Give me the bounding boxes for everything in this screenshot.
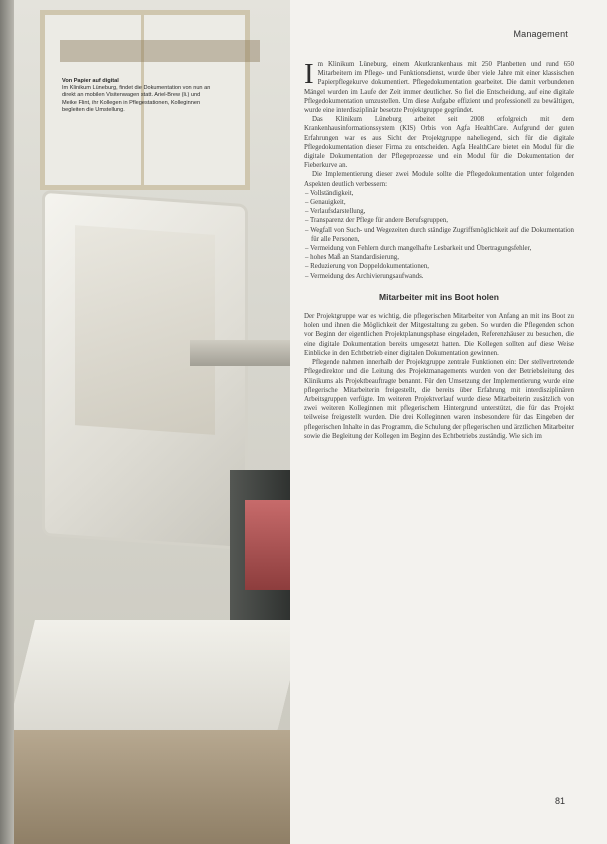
page-number: 81 <box>555 796 566 806</box>
list-item: – hohes Maß an Standardisierung, <box>304 253 574 262</box>
photo-monitor-arm <box>190 340 290 366</box>
page-spine-shadow <box>0 0 14 844</box>
section-header: Management <box>513 29 568 39</box>
list-item: – Genauigkeit, <box>304 198 574 207</box>
photo-caption <box>62 78 212 114</box>
drop-cap: I <box>304 58 314 90</box>
list-item: – Verlaufsdarstellung, <box>304 207 574 216</box>
article-paragraph: Pflegende nahmen innerhalb der Projektgruppe zentrale Funktionen ein: Der stellvertretende Pflegedirektor und die Leitung des Projektmanagements wurden von der Betriebsleitung des Klinikums als Projektbeauftragte benannt. Für den Umsetzung der Implementierung wurde eine pflegerische Mitarbeiterin freigestellt, die bereits über Erfahrung mit interdisziplinären Arbeitsgruppen verfügte. Im weiteren Projektverlauf wurde diese Mitarbeiterin zusätzlich von zwei weiteren Kolleginnen mit pflegerischem Hintergrund unterstützt, die für das Projekt teilweise freigestellt wurden. Die drei Kolleginnen waren insbesondere für das Eingeben der pflegerischen Inhalte in das Programm, die Schulung der pflegerischen und ärztlichen Mitarbeiter sowie die Begleitung der Kollegen im Beginn des Echtbetriebs zuständig. Wie sich im <box>304 359 574 440</box>
photo-desk <box>0 730 290 844</box>
aspect-list <box>304 189 574 281</box>
photo-keyboard <box>5 620 290 740</box>
list-item: – Vermeidung von Fehlern durch mangelhafte Lesbarkeit und Übertragungsfehler, <box>304 244 574 253</box>
intro-text: m Klinikum Lüneburg, einem Akutkrankenhaus mit 250 Planbetten und rund 650 Mitarbeitern im Pflege- und Funktionsdienst, wurde über viele Jahre mit einer klassischen Papierpflegekurve dokumentiert. Pflegedokumentation gearbeitet. Die damit verbundenen Mängel wurden im Laufe der Zeit immer deutlicher. So fiel die Entscheidung, auf eine digitale Pflegedokumentation umzustellen. Um diese Aufgabe effizient und professionell zu bewältigen, wurde eine interdisziplinär besetzte Projektgruppe gegründet. <box>304 61 574 115</box>
article-paragraph: Das Klinikum Lüneburg arbeitet seit 2008 erfolgreich mit dem Krankenhausinformationssystem (KIS) Orbis von Agfa HealthCare. Aufgrund der guten Erfahrungen war es aus Sicht der Projektgruppe naheliegend, sich für die digitale Pflegedokumentation dieser Firma zu entscheiden. Agfa HealthCare bietet ein Modul für die digitale Dokumentation der Pflegeprozesse und ein Modul für die Dokumentation der Fieberkurve an. <box>304 116 574 170</box>
photo-scanner-device <box>245 500 290 590</box>
article-paragraph: Die Implementierung dieser zwei Module sollte die Pflegedokumentation unter folgenden Aspekten deutlich verbessern: <box>304 171 574 188</box>
photo-shelf <box>60 40 260 62</box>
article-paragraph: Der Projektgruppe war es wichtig, die pflegerischen Mitarbeiter von Anfang an mit ins Boot zu holen und ihnen die Möglichkeit der Mitgestaltung zu geben. So wurden die Pflegenden schon vor Beginn der eigentlichen Projektplanungsphase eingeladen, Referenzhäuser zu besuchen, die eine digitale Dokumentation bereits umgesetzt hatten. Die Kollegen sollten auf diese Weise Einblicke in den Echtbetrieb einer digitalen Dokumentation gewinnen. <box>304 313 574 357</box>
caption-text: Im Klinikum Lüneburg, findet die Dokumentation von nun an direkt an mobilen Visitenwagen statt. Ariel-Brew (li.) und Meike Flint, ihr Kollegen in Pflegestationen, Kolleginnen begleiten die Umstellung. <box>62 85 211 113</box>
caption-title: Von Papier auf digital <box>62 78 119 84</box>
list-item: – Reduzierung von Doppeldokumentationen, <box>304 262 574 271</box>
article-intro <box>304 60 574 115</box>
list-item: – Vollständigkeit, <box>304 189 574 198</box>
article-subheading: Mitarbeiter mit ins Boot holen <box>379 291 499 302</box>
article-body <box>304 60 574 441</box>
list-item: – Vermeidung des Archivierungsaufwands. <box>304 272 574 281</box>
list-item: – Wegfall von Such- und Wegezeiten durch ständige Zugriffsmöglichkeit auf die Dokumentation für alle Personen, <box>304 226 574 244</box>
article-photo <box>0 0 290 844</box>
list-item: – Transparenz der Pflege für andere Berufsgruppen, <box>304 216 574 225</box>
photo-monitor <box>45 193 245 547</box>
